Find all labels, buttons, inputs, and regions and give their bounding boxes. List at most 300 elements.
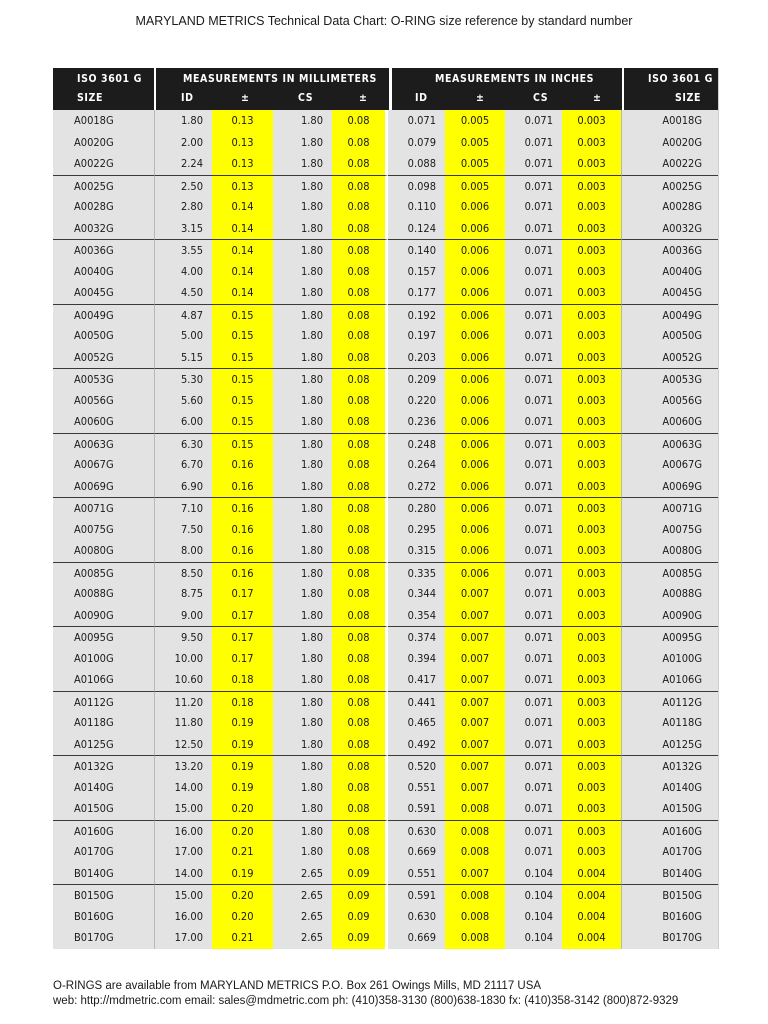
cell-id-mm: 14.00	[155, 863, 212, 885]
cell-id-mm-tolerance: 0.15	[212, 325, 273, 347]
cell-size-iso-right: A0018G	[621, 110, 718, 132]
cell-cs-mm-tolerance: 0.08	[332, 175, 388, 197]
cell-size-iso-left: A0045G	[53, 282, 155, 304]
cell-cs-mm: 1.80	[273, 562, 332, 584]
header-right-size: SIZE	[675, 92, 702, 104]
cell-id-inch-tolerance: 0.007	[445, 755, 505, 777]
cell-size-iso-right: B0140G	[621, 863, 718, 885]
cell-cs-inch: 0.071	[505, 820, 562, 842]
cell-cs-inch: 0.071	[505, 132, 562, 154]
cell-cs-mm: 1.80	[273, 712, 332, 734]
cell-id-mm-tolerance: 0.20	[212, 820, 273, 842]
cell-id-inch-tolerance: 0.006	[445, 218, 505, 240]
cell-cs-mm-tolerance: 0.08	[332, 691, 388, 713]
cell-cs-mm-tolerance: 0.08	[332, 820, 388, 842]
cell-id-mm-tolerance: 0.20	[212, 906, 273, 928]
cell-cs-inch-tolerance: 0.003	[562, 734, 621, 756]
cell-cs-mm-tolerance: 0.08	[332, 304, 388, 326]
cell-id-inch: 0.280	[388, 497, 445, 519]
cell-id-mm-tolerance: 0.18	[212, 691, 273, 713]
cell-cs-mm-tolerance: 0.08	[332, 110, 388, 132]
cell-cs-mm: 1.80	[273, 755, 332, 777]
cell-cs-mm: 1.80	[273, 777, 332, 799]
cell-size-iso-right: A0056G	[621, 390, 718, 412]
cell-id-mm-tolerance: 0.16	[212, 519, 273, 541]
cell-id-inch-tolerance: 0.005	[445, 175, 505, 197]
cell-cs-mm-tolerance: 0.08	[332, 583, 388, 605]
cell-cs-mm-tolerance: 0.08	[332, 519, 388, 541]
cell-cs-inch: 0.071	[505, 798, 562, 820]
cell-cs-inch-tolerance: 0.003	[562, 454, 621, 476]
cell-cs-mm: 1.80	[273, 626, 332, 648]
cell-cs-mm-tolerance: 0.08	[332, 540, 388, 562]
cell-cs-inch: 0.071	[505, 196, 562, 218]
cell-cs-inch-tolerance: 0.003	[562, 626, 621, 648]
cell-size-iso-left: A0125G	[53, 734, 155, 756]
cell-size-iso-left: A0075G	[53, 519, 155, 541]
cell-size-iso-left: A0069G	[53, 476, 155, 498]
cell-cs-mm-tolerance: 0.08	[332, 605, 388, 627]
cell-cs-mm-tolerance: 0.08	[332, 218, 388, 240]
cell-cs-inch-tolerance: 0.003	[562, 798, 621, 820]
cell-id-inch-tolerance: 0.007	[445, 712, 505, 734]
cell-id-mm-tolerance: 0.19	[212, 734, 273, 756]
cell-size-iso-right: A0052G	[621, 347, 718, 369]
cell-cs-inch-tolerance: 0.003	[562, 239, 621, 261]
cell-size-iso-right: A0160G	[621, 820, 718, 842]
cell-id-inch-tolerance: 0.006	[445, 433, 505, 455]
cell-id-mm-tolerance: 0.19	[212, 777, 273, 799]
cell-id-inch: 0.203	[388, 347, 445, 369]
cell-size-iso-right: A0020G	[621, 132, 718, 154]
cell-id-inch: 0.374	[388, 626, 445, 648]
cell-cs-mm: 1.80	[273, 691, 332, 713]
cell-id-mm: 12.50	[155, 734, 212, 756]
cell-size-iso-left: A0100G	[53, 648, 155, 670]
cell-cs-mm: 2.65	[273, 927, 332, 949]
cell-cs-inch-tolerance: 0.003	[562, 755, 621, 777]
cell-size-iso-right: A0118G	[621, 712, 718, 734]
cell-cs-mm-tolerance: 0.09	[332, 863, 388, 885]
cell-id-mm: 16.00	[155, 906, 212, 928]
cell-id-inch-tolerance: 0.006	[445, 519, 505, 541]
cell-size-iso-right: A0140G	[621, 777, 718, 799]
cell-cs-inch: 0.071	[505, 454, 562, 476]
header-mm-id: ID	[181, 92, 194, 104]
cell-cs-inch-tolerance: 0.003	[562, 175, 621, 197]
cell-cs-inch-tolerance: 0.004	[562, 884, 621, 906]
cell-id-mm-tolerance: 0.15	[212, 433, 273, 455]
cell-size-iso-right: A0036G	[621, 239, 718, 261]
cell-cs-mm-tolerance: 0.09	[332, 884, 388, 906]
cell-id-mm-tolerance: 0.16	[212, 497, 273, 519]
cell-id-inch-tolerance: 0.006	[445, 454, 505, 476]
cell-size-iso-left: A0049G	[53, 304, 155, 326]
cell-size-iso-left: A0112G	[53, 691, 155, 713]
cell-cs-mm: 1.80	[273, 218, 332, 240]
cell-cs-mm-tolerance: 0.08	[332, 476, 388, 498]
header-in-id: ID	[415, 92, 428, 104]
cell-cs-inch-tolerance: 0.003	[562, 777, 621, 799]
cell-id-inch: 0.520	[388, 755, 445, 777]
cell-id-inch: 0.177	[388, 282, 445, 304]
cell-cs-inch: 0.071	[505, 218, 562, 240]
cell-size-iso-left: B0150G	[53, 884, 155, 906]
cell-id-inch: 0.295	[388, 519, 445, 541]
cell-cs-mm-tolerance: 0.08	[332, 261, 388, 283]
cell-id-mm: 9.50	[155, 626, 212, 648]
cell-size-iso-left: A0088G	[53, 583, 155, 605]
cell-cs-mm: 1.80	[273, 132, 332, 154]
cell-size-iso-left: A0170G	[53, 841, 155, 863]
cell-cs-mm: 1.80	[273, 669, 332, 691]
cell-size-iso-right: A0088G	[621, 583, 718, 605]
cell-size-iso-left: A0132G	[53, 755, 155, 777]
cell-id-inch-tolerance: 0.008	[445, 884, 505, 906]
cell-id-inch: 0.071	[388, 110, 445, 132]
cell-id-mm: 6.70	[155, 454, 212, 476]
cell-size-iso-right: A0049G	[621, 304, 718, 326]
oring-size-table	[53, 68, 719, 949]
cell-cs-inch: 0.071	[505, 261, 562, 283]
cell-id-mm-tolerance: 0.15	[212, 411, 273, 433]
cell-cs-inch-tolerance: 0.003	[562, 390, 621, 412]
cell-id-mm-tolerance: 0.13	[212, 110, 273, 132]
cell-id-mm: 6.90	[155, 476, 212, 498]
cell-id-mm-tolerance: 0.15	[212, 390, 273, 412]
cell-id-mm-tolerance: 0.13	[212, 132, 273, 154]
header-divider	[389, 68, 392, 110]
cell-size-iso-right: A0063G	[621, 433, 718, 455]
cell-cs-inch: 0.071	[505, 476, 562, 498]
cell-id-mm: 3.55	[155, 239, 212, 261]
cell-cs-inch: 0.104	[505, 927, 562, 949]
cell-id-inch: 0.098	[388, 175, 445, 197]
cell-cs-mm: 2.65	[273, 906, 332, 928]
cell-id-inch-tolerance: 0.006	[445, 497, 505, 519]
footer-contact: web: http://mdmetric.com email: sales@mdmetric.com ph: (410)358-3130 (800)638-1830 fx: (410)358-3142 (800)872-9329	[53, 994, 679, 1007]
cell-size-iso-right: A0025G	[621, 175, 718, 197]
cell-size-iso-left: A0140G	[53, 777, 155, 799]
cell-cs-mm-tolerance: 0.08	[332, 368, 388, 390]
cell-id-mm: 5.30	[155, 368, 212, 390]
cell-cs-inch: 0.071	[505, 304, 562, 326]
cell-id-mm-tolerance: 0.19	[212, 712, 273, 734]
cell-cs-inch-tolerance: 0.003	[562, 282, 621, 304]
cell-size-iso-left: A0053G	[53, 368, 155, 390]
cell-cs-mm: 1.80	[273, 648, 332, 670]
cell-cs-inch-tolerance: 0.003	[562, 691, 621, 713]
cell-id-inch-tolerance: 0.008	[445, 798, 505, 820]
cell-size-iso-left: B0140G	[53, 863, 155, 885]
cell-cs-mm: 1.80	[273, 239, 332, 261]
cell-id-inch-tolerance: 0.006	[445, 239, 505, 261]
cell-cs-inch-tolerance: 0.004	[562, 863, 621, 885]
cell-cs-mm-tolerance: 0.08	[332, 411, 388, 433]
cell-size-iso-right: B0170G	[621, 927, 718, 949]
cell-id-mm: 16.00	[155, 820, 212, 842]
cell-id-inch-tolerance: 0.007	[445, 863, 505, 885]
cell-id-inch-tolerance: 0.008	[445, 906, 505, 928]
cell-id-mm: 2.24	[155, 153, 212, 175]
cell-cs-mm-tolerance: 0.08	[332, 153, 388, 175]
cell-id-inch: 0.492	[388, 734, 445, 756]
cell-size-iso-left: B0160G	[53, 906, 155, 928]
cell-id-mm: 2.50	[155, 175, 212, 197]
cell-id-inch: 0.140	[388, 239, 445, 261]
cell-id-inch: 0.335	[388, 562, 445, 584]
footer	[53, 979, 678, 1008]
cell-cs-mm-tolerance: 0.08	[332, 497, 388, 519]
cell-id-inch-tolerance: 0.006	[445, 540, 505, 562]
cell-cs-inch-tolerance: 0.003	[562, 304, 621, 326]
cell-size-iso-right: B0150G	[621, 884, 718, 906]
header-in-cs: CS	[533, 92, 549, 104]
cell-cs-mm-tolerance: 0.08	[332, 347, 388, 369]
cell-size-iso-left: A0036G	[53, 239, 155, 261]
cell-cs-mm: 1.80	[273, 347, 332, 369]
cell-size-iso-left: A0060G	[53, 411, 155, 433]
cell-id-inch-tolerance: 0.005	[445, 153, 505, 175]
cell-id-inch: 0.264	[388, 454, 445, 476]
cell-cs-mm-tolerance: 0.08	[332, 433, 388, 455]
cell-cs-inch-tolerance: 0.003	[562, 411, 621, 433]
cell-id-inch: 0.344	[388, 583, 445, 605]
cell-cs-inch-tolerance: 0.003	[562, 562, 621, 584]
cell-cs-mm: 1.80	[273, 153, 332, 175]
cell-id-inch: 0.441	[388, 691, 445, 713]
cell-cs-inch: 0.071	[505, 562, 562, 584]
cell-cs-mm: 1.80	[273, 325, 332, 347]
cell-id-inch-tolerance: 0.007	[445, 691, 505, 713]
cell-id-mm-tolerance: 0.14	[212, 261, 273, 283]
cell-id-mm-tolerance: 0.15	[212, 347, 273, 369]
cell-id-inch-tolerance: 0.006	[445, 196, 505, 218]
cell-cs-inch: 0.071	[505, 777, 562, 799]
header-in-id-tol: ±	[476, 92, 485, 104]
cell-id-inch-tolerance: 0.007	[445, 626, 505, 648]
cell-cs-mm-tolerance: 0.09	[332, 927, 388, 949]
cell-size-iso-left: A0067G	[53, 454, 155, 476]
cell-cs-inch-tolerance: 0.003	[562, 132, 621, 154]
cell-id-inch-tolerance: 0.006	[445, 476, 505, 498]
cell-size-iso-left: A0028G	[53, 196, 155, 218]
cell-id-mm: 10.60	[155, 669, 212, 691]
cell-id-inch: 0.272	[388, 476, 445, 498]
cell-id-mm-tolerance: 0.17	[212, 626, 273, 648]
cell-cs-mm: 1.80	[273, 798, 332, 820]
cell-cs-inch: 0.071	[505, 712, 562, 734]
cell-id-mm-tolerance: 0.21	[212, 927, 273, 949]
cell-id-mm: 3.15	[155, 218, 212, 240]
cell-cs-inch: 0.071	[505, 390, 562, 412]
table-header	[53, 68, 718, 110]
cell-id-mm: 4.50	[155, 282, 212, 304]
cell-id-mm: 9.00	[155, 605, 212, 627]
cell-cs-inch-tolerance: 0.003	[562, 497, 621, 519]
cell-id-inch-tolerance: 0.007	[445, 583, 505, 605]
cell-cs-inch: 0.104	[505, 906, 562, 928]
cell-size-iso-left: A0022G	[53, 153, 155, 175]
header-mm-cs-tol: ±	[359, 92, 368, 104]
cell-cs-inch-tolerance: 0.003	[562, 820, 621, 842]
cell-cs-inch: 0.071	[505, 110, 562, 132]
cell-size-iso-left: A0063G	[53, 433, 155, 455]
cell-id-inch-tolerance: 0.008	[445, 820, 505, 842]
cell-cs-inch-tolerance: 0.003	[562, 368, 621, 390]
cell-cs-mm-tolerance: 0.08	[332, 562, 388, 584]
cell-size-iso-left: A0025G	[53, 175, 155, 197]
cell-cs-mm: 1.80	[273, 605, 332, 627]
cell-cs-mm: 1.80	[273, 175, 332, 197]
cell-id-inch: 0.124	[388, 218, 445, 240]
header-divider	[622, 68, 624, 110]
cell-id-mm-tolerance: 0.19	[212, 863, 273, 885]
cell-cs-mm: 1.80	[273, 540, 332, 562]
cell-id-inch-tolerance: 0.006	[445, 304, 505, 326]
header-in-cs-tol: ±	[593, 92, 602, 104]
cell-id-mm-tolerance: 0.16	[212, 476, 273, 498]
cell-id-mm-tolerance: 0.14	[212, 239, 273, 261]
cell-id-mm-tolerance: 0.14	[212, 196, 273, 218]
cell-cs-inch: 0.071	[505, 734, 562, 756]
cell-cs-inch: 0.071	[505, 411, 562, 433]
cell-id-mm-tolerance: 0.16	[212, 454, 273, 476]
cell-id-mm: 6.30	[155, 433, 212, 455]
cell-id-mm-tolerance: 0.20	[212, 884, 273, 906]
cell-cs-mm-tolerance: 0.08	[332, 841, 388, 863]
cell-cs-mm-tolerance: 0.08	[332, 648, 388, 670]
cell-id-mm-tolerance: 0.15	[212, 368, 273, 390]
cell-cs-mm: 1.80	[273, 196, 332, 218]
cell-cs-mm-tolerance: 0.08	[332, 196, 388, 218]
cell-cs-inch-tolerance: 0.003	[562, 433, 621, 455]
cell-size-iso-right: A0100G	[621, 648, 718, 670]
cell-cs-inch: 0.071	[505, 325, 562, 347]
cell-size-iso-right: A0053G	[621, 368, 718, 390]
cell-id-mm-tolerance: 0.16	[212, 562, 273, 584]
cell-cs-mm: 1.80	[273, 841, 332, 863]
cell-size-iso-right: A0150G	[621, 798, 718, 820]
cell-id-inch: 0.197	[388, 325, 445, 347]
cell-cs-inch: 0.071	[505, 841, 562, 863]
cell-cs-mm: 1.80	[273, 497, 332, 519]
cell-id-inch-tolerance: 0.008	[445, 927, 505, 949]
cell-cs-mm: 1.80	[273, 411, 332, 433]
cell-id-mm: 4.87	[155, 304, 212, 326]
cell-id-mm: 7.50	[155, 519, 212, 541]
cell-id-inch: 0.465	[388, 712, 445, 734]
cell-cs-mm-tolerance: 0.08	[332, 734, 388, 756]
cell-cs-mm-tolerance: 0.08	[332, 626, 388, 648]
cell-id-inch: 0.110	[388, 196, 445, 218]
cell-size-iso-right: A0071G	[621, 497, 718, 519]
cell-id-inch: 0.669	[388, 841, 445, 863]
header-mm-group: MEASUREMENTS IN MILLIMETERS	[183, 73, 377, 85]
cell-id-inch-tolerance: 0.006	[445, 347, 505, 369]
cell-cs-mm: 1.80	[273, 820, 332, 842]
cell-id-inch-tolerance: 0.006	[445, 368, 505, 390]
cell-size-iso-right: A0085G	[621, 562, 718, 584]
cell-size-iso-right: A0040G	[621, 261, 718, 283]
cell-cs-inch-tolerance: 0.003	[562, 669, 621, 691]
cell-id-mm: 5.00	[155, 325, 212, 347]
cell-id-mm-tolerance: 0.17	[212, 583, 273, 605]
cell-id-mm-tolerance: 0.14	[212, 218, 273, 240]
cell-id-mm: 10.00	[155, 648, 212, 670]
cell-cs-mm: 1.80	[273, 390, 332, 412]
cell-id-inch-tolerance: 0.006	[445, 325, 505, 347]
cell-id-inch: 0.669	[388, 927, 445, 949]
cell-size-iso-left: A0052G	[53, 347, 155, 369]
cell-size-iso-left: A0095G	[53, 626, 155, 648]
cell-id-inch-tolerance: 0.007	[445, 734, 505, 756]
cell-id-inch: 0.157	[388, 261, 445, 283]
cell-cs-inch-tolerance: 0.003	[562, 110, 621, 132]
cell-cs-inch: 0.071	[505, 347, 562, 369]
cell-id-inch-tolerance: 0.007	[445, 669, 505, 691]
cell-size-iso-left: A0118G	[53, 712, 155, 734]
cell-id-inch: 0.192	[388, 304, 445, 326]
cell-cs-inch: 0.071	[505, 282, 562, 304]
cell-cs-inch-tolerance: 0.003	[562, 218, 621, 240]
cell-id-inch: 0.236	[388, 411, 445, 433]
cell-id-inch: 0.630	[388, 820, 445, 842]
cell-cs-mm: 1.80	[273, 519, 332, 541]
cell-id-mm-tolerance: 0.19	[212, 755, 273, 777]
cell-cs-mm: 1.80	[273, 282, 332, 304]
cell-size-iso-left: A0050G	[53, 325, 155, 347]
cell-size-iso-left: A0032G	[53, 218, 155, 240]
cell-id-mm: 11.80	[155, 712, 212, 734]
cell-id-inch: 0.591	[388, 798, 445, 820]
cell-cs-mm-tolerance: 0.08	[332, 325, 388, 347]
page-title: MARYLAND METRICS Technical Data Chart: O-RING size reference by standard number	[135, 14, 633, 28]
cell-cs-mm: 1.80	[273, 454, 332, 476]
cell-id-mm: 15.00	[155, 884, 212, 906]
cell-size-iso-right: A0095G	[621, 626, 718, 648]
cell-id-mm: 8.75	[155, 583, 212, 605]
cell-id-mm: 14.00	[155, 777, 212, 799]
cell-cs-mm-tolerance: 0.08	[332, 755, 388, 777]
cell-size-iso-right: A0045G	[621, 282, 718, 304]
cell-size-iso-left: A0150G	[53, 798, 155, 820]
cell-id-inch-tolerance: 0.007	[445, 648, 505, 670]
cell-size-iso-right: A0170G	[621, 841, 718, 863]
cell-size-iso-right: A0090G	[621, 605, 718, 627]
cell-id-inch: 0.591	[388, 884, 445, 906]
header-left-size: SIZE	[77, 92, 104, 104]
cell-id-mm-tolerance: 0.15	[212, 304, 273, 326]
cell-cs-mm: 2.65	[273, 884, 332, 906]
cell-id-mm-tolerance: 0.13	[212, 153, 273, 175]
cell-cs-inch-tolerance: 0.003	[562, 325, 621, 347]
cell-size-iso-left: A0085G	[53, 562, 155, 584]
cell-cs-inch-tolerance: 0.003	[562, 196, 621, 218]
cell-cs-inch: 0.071	[505, 519, 562, 541]
cell-id-inch: 0.248	[388, 433, 445, 455]
header-divider	[154, 68, 156, 110]
cell-id-inch: 0.354	[388, 605, 445, 627]
cell-size-iso-right: A0028G	[621, 196, 718, 218]
cell-id-inch: 0.551	[388, 863, 445, 885]
cell-cs-mm-tolerance: 0.09	[332, 906, 388, 928]
cell-id-mm-tolerance: 0.17	[212, 648, 273, 670]
cell-id-mm: 5.15	[155, 347, 212, 369]
cell-id-inch-tolerance: 0.007	[445, 777, 505, 799]
cell-cs-inch: 0.071	[505, 605, 562, 627]
cell-size-iso-left: A0071G	[53, 497, 155, 519]
